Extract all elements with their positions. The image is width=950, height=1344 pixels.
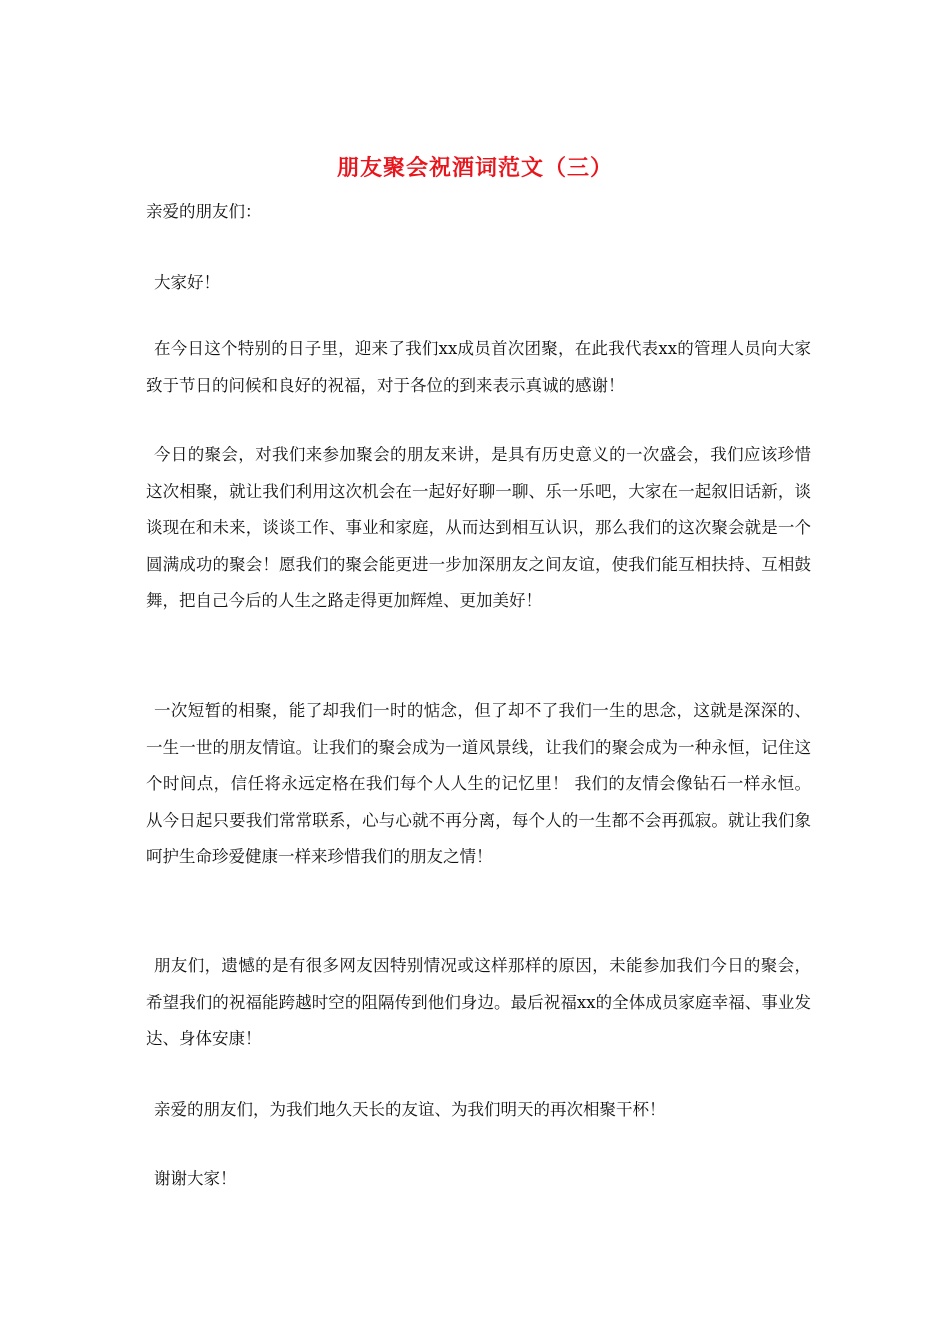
paragraph-friendship: 一次短暂的相聚，能了却我们一时的惦念，但了却不了我们一生的思念，这就是深深的、一生一世的朋友情谊。让我们的聚会成为一道风景线，让我们的聚会成为一种永恒，记住这个时间点，信任将永远定格在我们每个人人生的记忆里！ 我们的友情会像钻石一样永恒。从今日起只要我们常常联系，心与心就不再分离，每个人的一生都不会再孤寂。就让我们象呵护生命珍爱健康一样来珍惜我们的朋友之情！ xyxy=(146,701,811,866)
paragraph-welcome: 在今日这个特别的日子里，迎来了我们xx成员首次团聚，在此我代表xx的管理人员向大家致于节日的问候和良好的祝福，对于各位的到来表示真诚的感谢！ xyxy=(146,339,811,395)
salutation: 亲爱的朋友们： xyxy=(146,202,262,221)
paragraph-toast: 亲爱的朋友们，为我们地久天长的友谊、为我们明天的再次相聚干杯！ xyxy=(154,1100,666,1119)
paragraph-absent-friends: 朋友们，遗憾的是有很多网友因特别情况或这样那样的原因，未能参加我们今日的聚会，希望我们的祝福能跨越时空的阻隔传到他们身边。最后祝福xx的全体成员家庭幸福、事业发达、身体安康！ xyxy=(146,956,811,1048)
paragraph-thanks: 谢谢大家！ xyxy=(154,1169,237,1188)
paragraph-significance: 今日的聚会，对我们来参加聚会的朋友来讲，是具有历史意义的一次盛会，我们应该珍惜这次相聚，就让我们利用这次机会在一起好好聊一聊、乐一乐吧，大家在一起叙旧话新，谈谈现在和未来，谈谈工作、事业和家庭，从而达到相互认识，那么我们的这次聚会就是一个圆满成功的聚会！愿我们的聚会能更进一步加深朋友之间友谊，使我们能互相扶持、互相鼓舞，把自己今后的人生之路走得更加辉煌、更加美好！ xyxy=(146,445,811,610)
document-title: 朋友聚会祝酒词范文（三） xyxy=(336,155,613,181)
paragraph-greeting: 大家好！ xyxy=(154,273,220,292)
